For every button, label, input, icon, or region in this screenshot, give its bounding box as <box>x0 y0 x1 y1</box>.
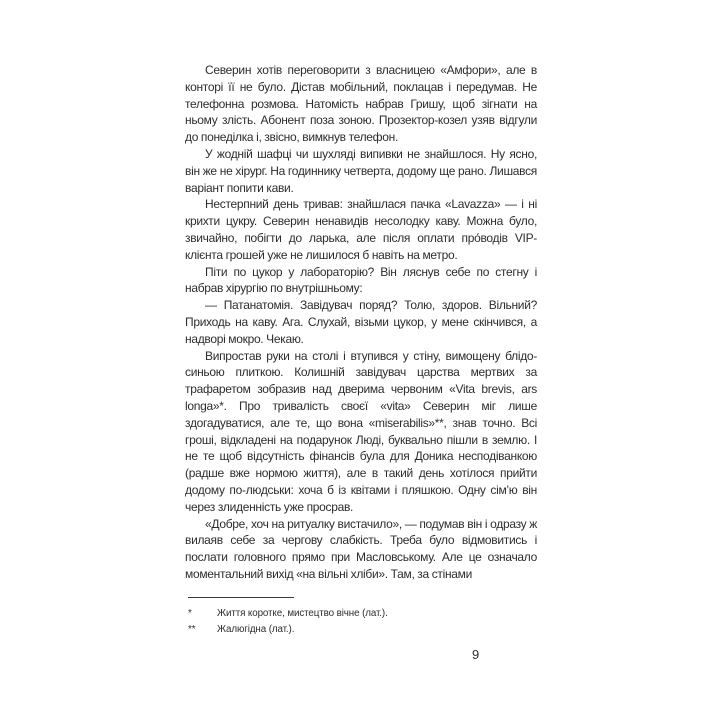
paragraph: — Патанатомія. Завідувач поряд? Толю, здоров. Вільний? Приходь на каву. Ага. Слухай, візьми цукор, у мене скінчився, а надворі мокро. Чекаю. <box>185 298 537 346</box>
footnote-divider <box>188 597 294 598</box>
footnote <box>188 606 540 622</box>
footnote-marker: ** <box>188 623 196 635</box>
footnote-area <box>188 597 540 637</box>
paragraph: У жодній шафці чи шухляді випивки не знайшлося. Ну ясно, він же не хірург. На годиннику четверта, додому ще рано. Лишався варіант попити кави. <box>185 146 537 195</box>
footnote-marker: * <box>188 608 192 619</box>
footnote-text: Життя коротке, мистецтво вічне (лат.). <box>217 608 388 619</box>
page-number: 9 <box>472 647 480 662</box>
paragraph: Северин хотів переговорити з власницею «Амфори», але в конторі її не було. Дістав мобільний, поклацав і передумав. Не телефонна розмова. Натомість набрав Гришу, щоб зігнати на ньому злість. Абонент поза зоною. Прозектор-козел узяв відгули до понеділка і, звісно, вимкнув телефон. <box>185 63 537 145</box>
footnote-list <box>188 606 540 637</box>
footnote <box>188 622 540 638</box>
footnote-text: Жалюгідна (лат.). <box>217 623 295 635</box>
body-text <box>185 62 537 583</box>
paragraph: Випростав руки на столі і втупився у стіну, вимощену блідо-синьою плиткою. Колишній завідувач царства мертвих за трафаретом зобразив над дверима червоним «Vita brevis, ars longa»*. Про тривалість своєї «vita» Северин міг лише здогадуватися, але те, що вона «miserabilis»**, знав точно. Всі гроші, відкладені на подарунок Люді, буквально пішли в землю. І не те щоб відсутність фінансів була для Доника несподіванкою (радше вже нормою життя), але в такий день хотілося прийти додому по-людськи: хоча б із квітами і пляшкою. Одну сім’ю він через злиденність уже просрав. <box>185 348 537 514</box>
paragraph: Піти по цукор у лабораторію? Він ляснув себе по стегну і набрав хірургію по внутрішньому: <box>185 264 537 296</box>
paragraph: Нестерпний день тривав: знайшлася пачка «Lavazza» — і ні крихти цукру. Северин ненавидів несолодку каву. Можна було, звичайно, побігти до ларька, але після оплати про́водів VIP-клієнта грошей уже не лишилося б навіть на метро. <box>185 197 537 262</box>
paragraph: «Добре, хоч на ритуалку вистачило», — подумав він і одразу ж вилаяв себе за чергову слабкість. Треба було відмовитись і послати головного прямо при Масловському. Але це означало моментальний вихід «на вільні хліби». Там, за стінами <box>185 516 537 581</box>
